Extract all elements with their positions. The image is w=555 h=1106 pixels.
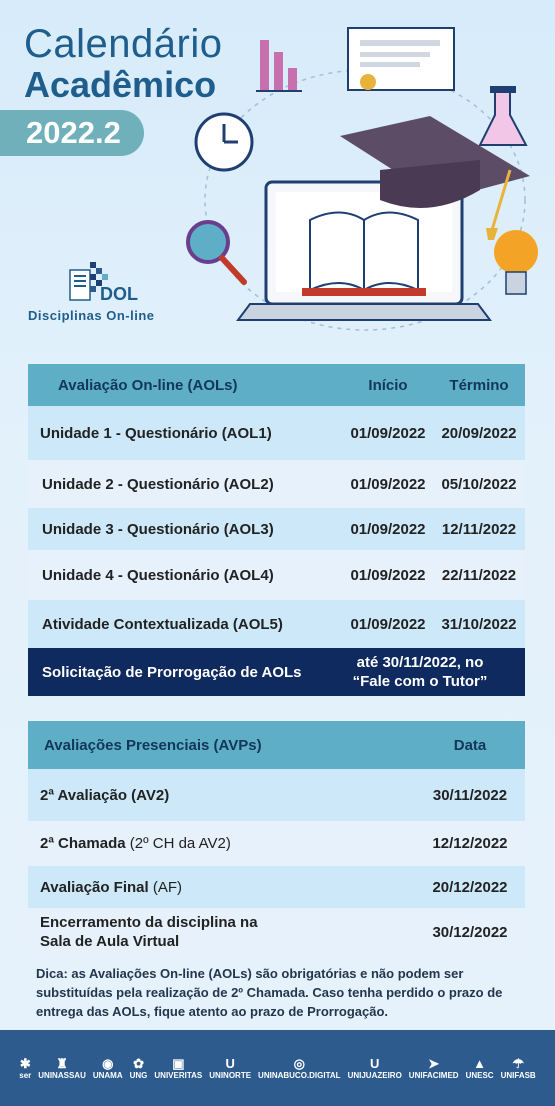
aol-row-name: Unidade 2 - Questionário (AOL2) — [42, 475, 274, 493]
aol-row-start: 01/09/2022 — [350, 615, 426, 633]
dol-logo-icon — [28, 258, 108, 308]
brand-uninassau: ♜ UNINASSAU — [38, 1055, 86, 1080]
extension-value-line1: até 30/11/2022, no — [356, 654, 484, 671]
extension-value — [315, 653, 525, 691]
note-text: Dica: as Avaliações On-line (AOLs) são obrigatórias e não podem ser substituídas pela realização de 2º Chamada. Caso tenha perdido o prazo de entrega das AOLs, fique atento ao prazo de Prorrogação. — [36, 966, 503, 1019]
avp-row-date: 30/11/2022 — [432, 786, 508, 804]
aol-row-start: 01/09/2022 — [350, 475, 426, 493]
extension-value-line2: “Fale com o Tutor” — [352, 673, 488, 690]
dol-logo-text: DOL — [100, 284, 138, 304]
avp-row-name-bold: Avaliação Final — [40, 878, 153, 896]
table-row — [28, 550, 525, 600]
year-badge: 2022.2 — [0, 110, 144, 156]
table-row — [28, 508, 525, 550]
aol-table-header — [28, 364, 525, 406]
aol-row-end: 20/09/2022 — [441, 424, 517, 442]
brand-unifacimed: ➤ UNIFACIMED — [408, 1055, 459, 1080]
brand-uninorte: U UNINORTE — [209, 1055, 252, 1080]
aol-row-start: 01/09/2022 — [350, 424, 426, 442]
table-row — [28, 460, 525, 508]
aol-row-name: Unidade 3 - Questionário (AOL3) — [42, 520, 274, 538]
lightbulb-icon — [494, 230, 538, 294]
avp-row-date: 20/12/2022 — [432, 878, 508, 896]
table-row — [28, 866, 525, 908]
table-row — [28, 821, 525, 866]
table-row — [28, 769, 525, 821]
bar-chart-icon — [256, 40, 302, 92]
aol-row-end: 22/11/2022 — [441, 566, 517, 584]
aol-row-start: 01/09/2022 — [350, 520, 426, 538]
dol-label: Disciplinas On-line — [28, 308, 155, 323]
aol-table — [28, 364, 525, 696]
aol-row-start: 01/09/2022 — [350, 566, 426, 584]
avp-row-name — [28, 913, 415, 951]
aol-row-name: Unidade 1 - Questionário (AOL1) — [40, 424, 272, 442]
avp-row-name-line2: Sala de Aula Virtual — [40, 933, 180, 950]
academic-illustration — [180, 20, 555, 335]
aol-row-end: 05/10/2022 — [441, 475, 517, 493]
brand-ung: ✿ UNG — [129, 1055, 148, 1080]
magnifier-icon — [188, 222, 244, 282]
aol-row-name: Unidade 4 - Questionário (AOL4) — [42, 566, 274, 584]
avp-row-date: 12/12/2022 — [432, 835, 508, 852]
title-line2: Acadêmico — [24, 64, 217, 105]
avp-table — [28, 721, 525, 956]
brand-univeritas: ▣ UNIVERITAS — [154, 1055, 203, 1080]
aol-header-end: Término — [449, 376, 509, 394]
avp-row-name — [28, 879, 415, 896]
avp-row-name-normal: (2º CH da AV2) — [129, 835, 231, 852]
avp-row-name — [28, 787, 415, 804]
avp-row-name-bold: 2ª Avaliação (AV2) — [40, 786, 170, 804]
avp-row-name-normal: (AF) — [152, 878, 182, 896]
flask-icon — [480, 86, 526, 145]
brand-ser: ✱ ser — [19, 1055, 32, 1080]
dol-logo — [28, 258, 178, 326]
aol-row-end: 31/10/2022 — [441, 615, 517, 633]
aol-header-name: Avaliação On-line (AOLs) — [58, 376, 238, 394]
book-icon — [302, 213, 426, 297]
avp-row-name — [28, 835, 415, 852]
brand-uninabuco: ◎ UNINABUCO.DIGITAL — [258, 1055, 341, 1080]
avp-row-date: 30/12/2022 — [432, 923, 508, 941]
certificate-icon — [348, 28, 454, 90]
aol-header-start: Início — [368, 376, 408, 394]
avp-header-name: Avaliações Presenciais (AVPs) — [44, 736, 262, 754]
aol-row-name: Atividade Contextualizada (AOL5) — [42, 615, 283, 633]
avp-header-date: Data — [453, 736, 487, 754]
brand-unifasb: ☂ UNIFASB — [500, 1055, 536, 1080]
table-row — [28, 406, 525, 460]
aol-row-end: 12/11/2022 — [441, 520, 517, 538]
footer-brands — [0, 1030, 555, 1106]
header — [0, 0, 555, 340]
extension-row — [28, 648, 525, 696]
table-row — [28, 908, 525, 956]
clock-icon — [196, 114, 252, 170]
table-row — [28, 600, 525, 648]
avp-row-name-line1: Encerramento da disciplina na — [40, 914, 258, 931]
brand-unijuazeiro: U UNIJUAZEIRO — [347, 1055, 402, 1080]
avp-table-header — [28, 721, 525, 769]
avp-row-name-bold: 2ª Chamada — [40, 835, 130, 852]
brand-unesc: ▲ UNESC — [465, 1055, 494, 1080]
extension-name: Solicitação de Prorrogação de AOLs — [42, 663, 302, 681]
title-line1: Calendário — [24, 22, 223, 66]
brand-unama: ◉ UNAMA — [92, 1055, 123, 1080]
